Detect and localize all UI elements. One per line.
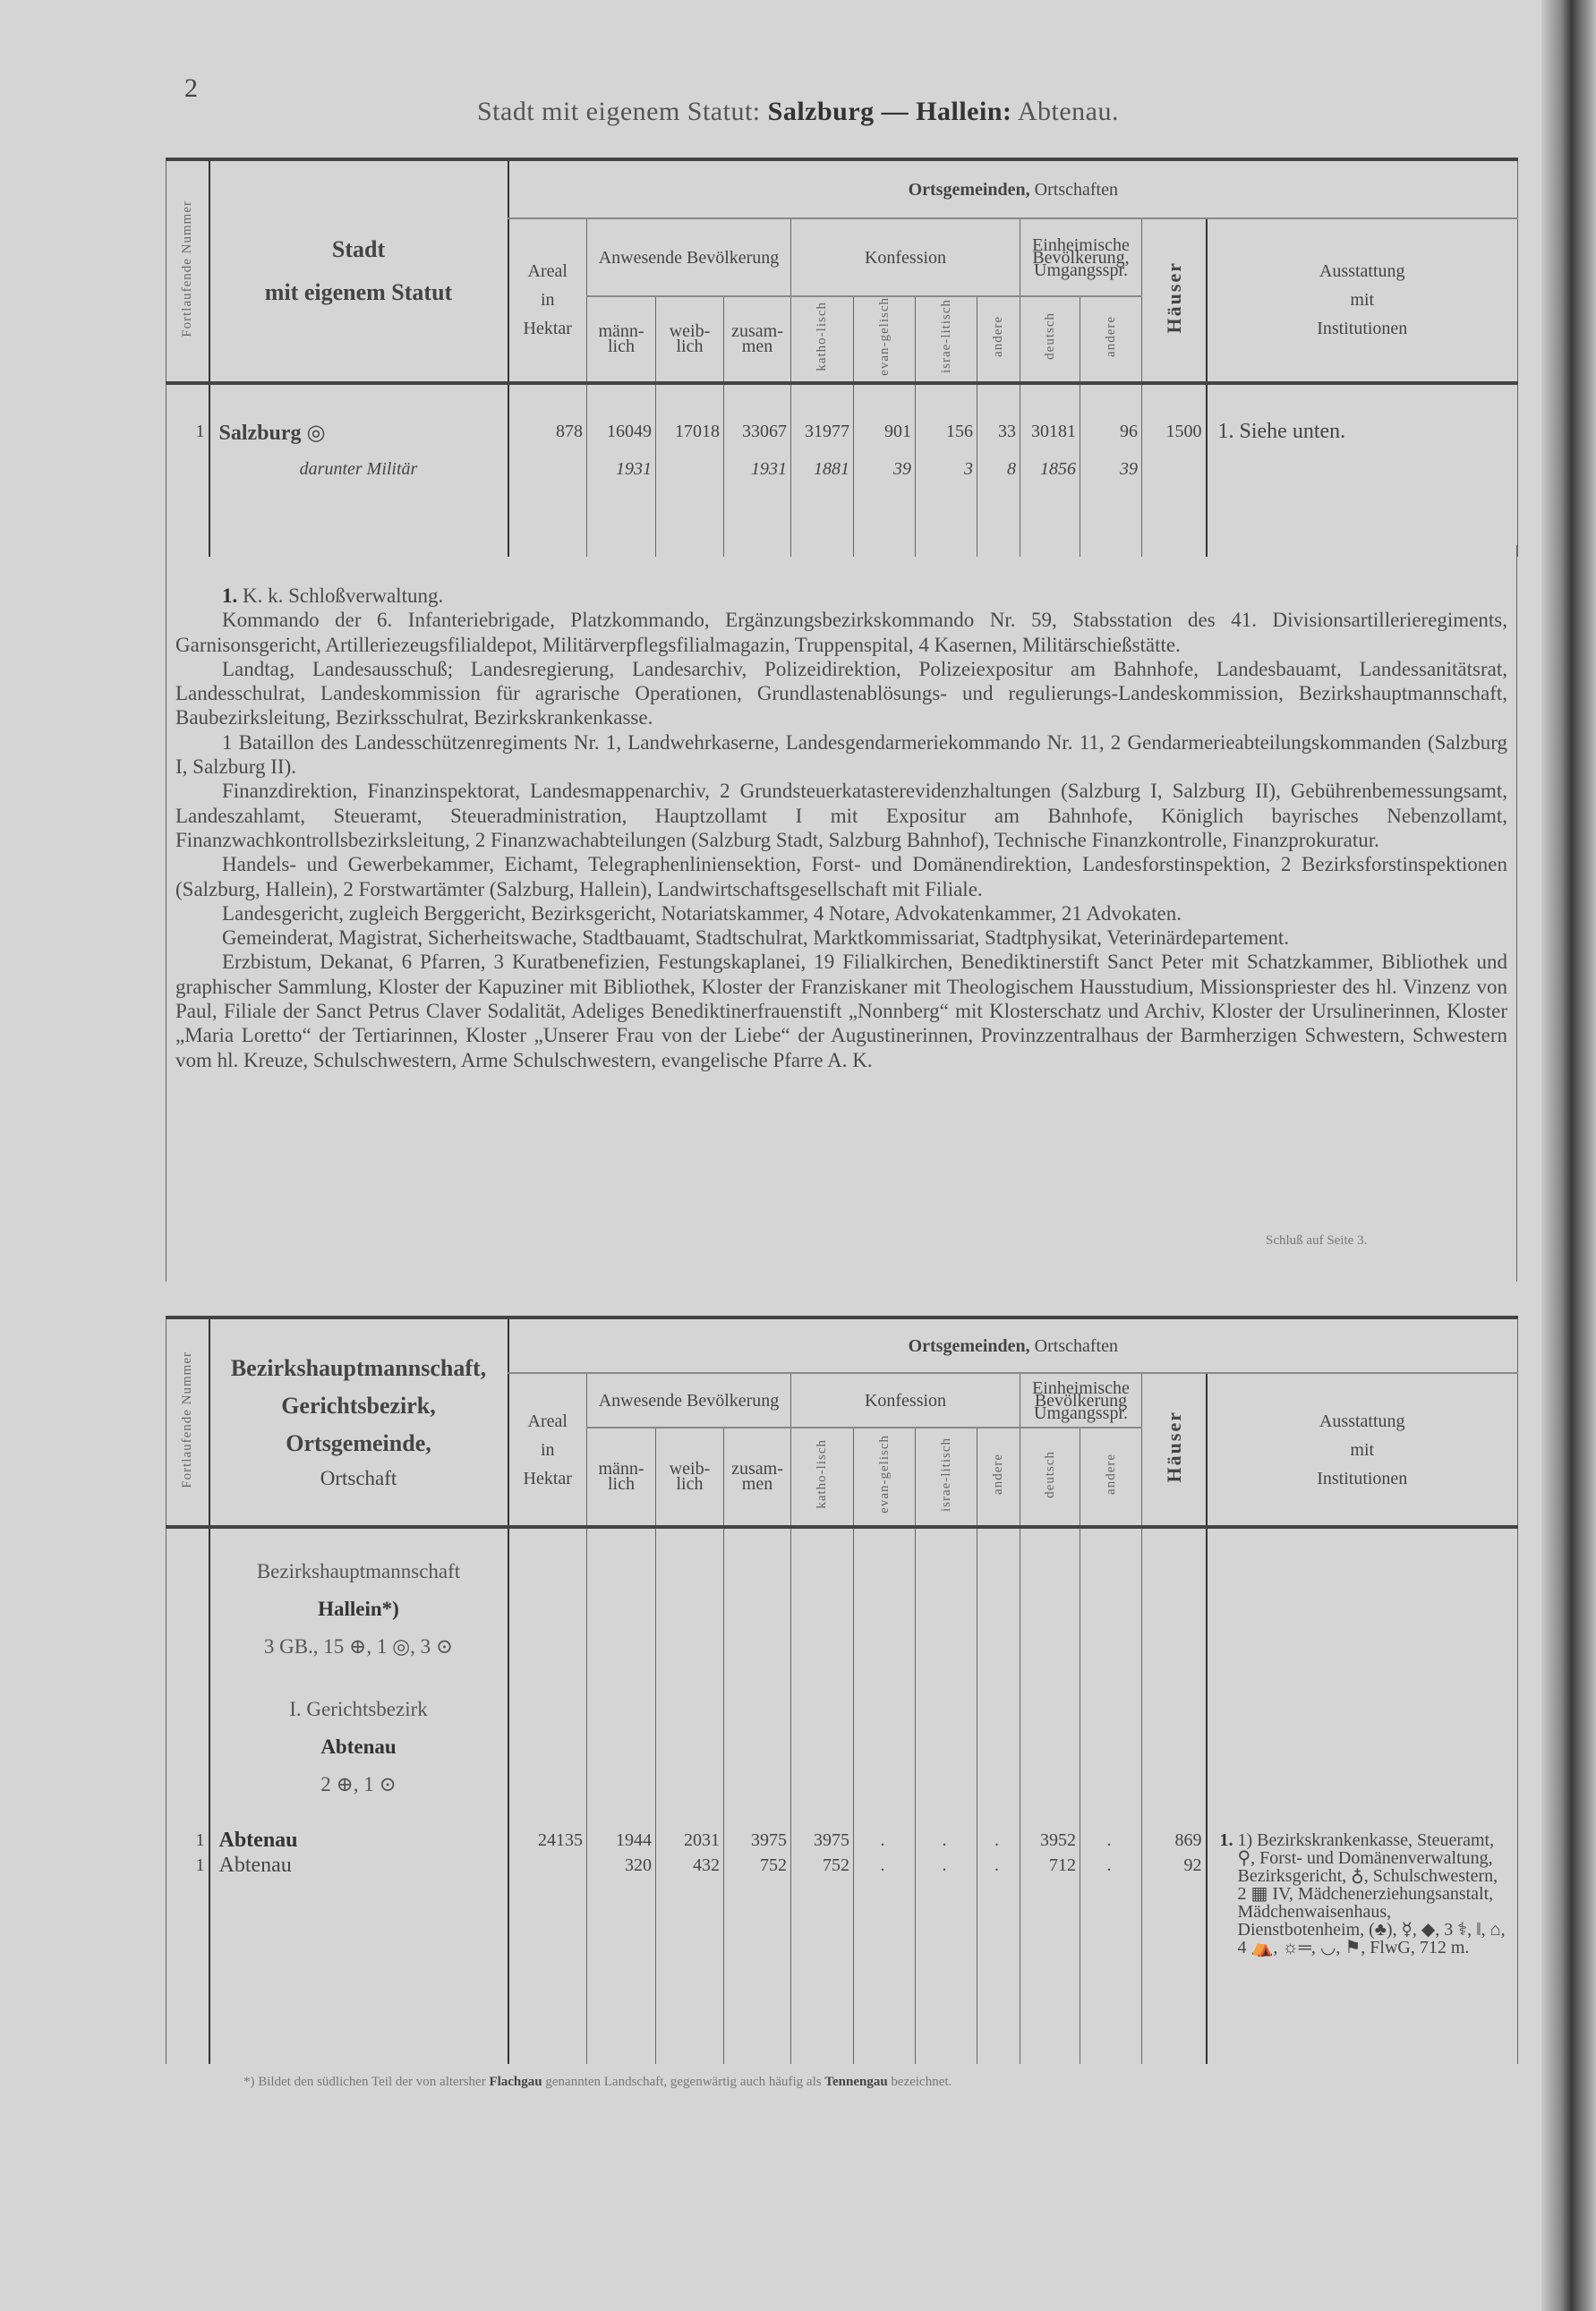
- district-label: Bezirkshauptmannschaft: [256, 1560, 461, 1582]
- title-bold: Salzburg — Hallein:: [767, 97, 1012, 126]
- andere-konfession-value: 33: [977, 414, 1020, 451]
- page-number: 2: [184, 73, 198, 103]
- row-number: 1: [166, 1828, 209, 1853]
- header-haeuser: Häuser: [1142, 1373, 1207, 1527]
- andere-sprache-value: 96: [1080, 414, 1142, 451]
- court-label: I. Gerichtsbezirk: [289, 1698, 428, 1720]
- ausstattung-value: 1. Siehe unten.: [1207, 414, 1518, 451]
- header-haeuser: Häuser: [1142, 218, 1207, 383]
- header-konfession: Konfession: [791, 1373, 1020, 1428]
- notes-paragraph: 1 Bataillon des Landesschützenregiments Nr. 1, Landwehrkaserne, Landesgendarmeriekommando Nr. 11, 2 Gendarmerieabteilungskommanden (Salzburg I, Salzburg II).: [175, 730, 1507, 779]
- footnote: *) Bildet den südlichen Teil der von altersher Flachgau genannten Landschaft, gegenwärtig auch häufig als Tennengau bezeichnet.: [243, 2075, 952, 2089]
- haeuser-value: 92: [1142, 1853, 1207, 1878]
- header-konfession: Konfession: [791, 218, 1020, 296]
- ortsgemeinde-name: Abtenau: [209, 1828, 508, 1853]
- title-suffix: Abtenau.: [1011, 97, 1119, 126]
- evangelisch-value: .: [854, 1853, 916, 1878]
- katholisch-value: 31977: [791, 414, 854, 451]
- zusammen-value: 1931: [724, 451, 791, 489]
- areal-value: 878: [508, 414, 587, 451]
- areal-value: 24135: [508, 1828, 587, 1853]
- maennlich-value: 1931: [587, 451, 656, 489]
- weiblich-value: [656, 451, 724, 489]
- andere-sprache-value: .: [1080, 1853, 1142, 1878]
- weiblich-value: 432: [656, 1853, 724, 1878]
- andere-konfession-value: 8: [977, 451, 1020, 489]
- header-district-name: Bezirkshauptmannschaft, Gerichtsbezirk, Ortsgemeinde, Ortschaft: [209, 1318, 508, 1527]
- header-fortlaufende-nummer: Fortlaufende Nummer: [166, 159, 209, 383]
- city-subrow-label: darunter Militär: [209, 451, 508, 489]
- zusammen-value: 3975: [724, 1828, 791, 1853]
- deutsch-value: 1856: [1020, 451, 1080, 489]
- maennlich-value: 320: [587, 1853, 656, 1878]
- table-row: [166, 451, 1518, 489]
- notes-heading: 1. K. k. Schloßverwaltung.: [222, 584, 444, 607]
- evangelisch-value: 39: [854, 451, 916, 489]
- header-fortlaufende-nummer: Fortlaufende Nummer: [166, 1318, 209, 1527]
- district-name: Hallein*): [318, 1598, 399, 1620]
- israelitisch-value: 3: [916, 451, 977, 489]
- zusammen-value: 752: [724, 1853, 791, 1878]
- district-summary: 3 GB., 15 ⊕, 1 ◎, 3 ⊙: [263, 1635, 454, 1658]
- continued-note: Schluß auf Seite 3.: [1266, 1233, 1368, 1248]
- notes-paragraph: Finanzdirektion, Finanzinspektorat, Landesmappenarchiv, 2 Grundsteuerkatasterevidenzhaltungen (Salzburg I, Salzburg II), Gebührenbemessungsamt, Landeszahlamt, Steueramt, Steueradministration, Hauptzollamt I mit Expositur am Bahnhofe, Königlich bayrisches Nebenzollamt, Finanzwachkontrollsbezirksleitung, 2 Finanzwachabteilungen (Salzburg Stadt, Salzburg Bahnhof), Technische Finanzkontrolle, Finanzprokuratur.: [175, 780, 1507, 851]
- header-evangelisch: evan-gelisch: [854, 296, 916, 383]
- weiblich-value: 17018: [656, 414, 724, 451]
- row-number: [166, 451, 209, 489]
- header-katholisch: katho-lisch: [791, 296, 854, 383]
- andere-sprache-value: 39: [1080, 451, 1142, 489]
- header-ausstattung: Ausstattung mit Institutionen: [1207, 218, 1518, 383]
- notes-paragraph: Kommando der 6. Infanteriebrigade, Platzkommando, Ergänzungsbezirkskommando Nr. 59, Stabsstation des 41. Divisionsartillerieregiments, Garnisonsgericht, Artilleriezeugsfilialdepot, Militärverpflegsfilialmagazin, Truppenspital, 4 Kasernen, Militärschießstätte.: [175, 609, 1507, 656]
- katholisch-value: 1881: [791, 451, 854, 489]
- andere-konfession-value: .: [977, 1828, 1020, 1853]
- header-katholisch: katho-lisch: [791, 1428, 854, 1527]
- header-andere-sprache: andere: [1080, 1428, 1142, 1527]
- weiblich-value: 2031: [656, 1828, 724, 1853]
- header-andere-konfession: andere: [977, 296, 1020, 383]
- israelitisch-value: .: [916, 1853, 977, 1878]
- ortschaft-name: Abtenau: [209, 1853, 508, 1878]
- header-weiblich: weib-lich: [656, 296, 724, 383]
- header-israelitisch: israe-litisch: [916, 296, 977, 383]
- katholisch-value: 3975: [791, 1828, 854, 1853]
- table-row: [166, 1828, 1518, 1853]
- maennlich-value: 16049: [587, 414, 656, 451]
- haeuser-value: 869: [1142, 1828, 1207, 1853]
- maennlich-value: 1944: [587, 1828, 656, 1853]
- city-statistics-table: [166, 158, 1518, 557]
- andere-sprache-value: .: [1080, 1828, 1142, 1853]
- city-name: Salzburg ◎: [209, 414, 508, 451]
- israelitisch-value: 156: [916, 414, 977, 451]
- district-group: [209, 1527, 508, 1828]
- header-areal: Areal in Hektar: [508, 218, 587, 383]
- district-statistics-table: [166, 1316, 1518, 2064]
- israelitisch-value: .: [916, 1828, 977, 1853]
- katholisch-value: 752: [791, 1853, 854, 1878]
- header-andere-sprache: andere: [1080, 296, 1142, 383]
- page-title: [0, 97, 1596, 127]
- header-bevoelkerung: Anwesende Bevölkerung: [587, 218, 791, 296]
- book-binding-edge: [1541, 0, 1596, 2311]
- andere-konfession-value: .: [977, 1853, 1020, 1878]
- haeuser-value: 1500: [1142, 414, 1207, 451]
- header-deutsch: deutsch: [1020, 296, 1080, 383]
- areal-value: [508, 1853, 587, 1878]
- ausstattung-value: [1207, 451, 1518, 489]
- deutsch-value: 712: [1020, 1853, 1080, 1878]
- notes-paragraph: Gemeinderat, Magistrat, Sicherheitswache, Stadtbauamt, Stadtschulrat, Marktkommissariat, Stadtphysikat, Veterinärdepartement.: [222, 926, 1290, 950]
- court-name: Abtenau: [320, 1735, 397, 1758]
- deutsch-value: 3952: [1020, 1828, 1080, 1853]
- evangelisch-value: 901: [854, 414, 916, 451]
- title-prefix: Stadt mit eigenem Statut:: [477, 97, 768, 126]
- deutsch-value: 30181: [1020, 414, 1080, 451]
- notes-paragraph: Erzbistum, Dekanat, 6 Pfarren, 3 Kuratbenefizien, Festungskaplanei, 19 Filialkirchen, Benediktinerstift Sanct Peter mit Schatzkammer, Bibliothek und graphischer Sammlung, Kloster der Kapuziner mit Bibliothek, Kloster der Franziskaner mit Theologischem Hausstudium, Missionspriester des hl. Vinzenz von Paul, Filiale der Sanct Petrus Claver Sodalität, Adeliges Benediktinerfrauenstift „Nonnberg“ mit Klosterschatz und Archiv, Kloster der Ursulinerinnen, Kloster „Maria Loretto“ der Tertiarinnen, Kloster „Unserer Frau von der Liebe“ der Augustinerinnen, Provinzzentralhaus der Barmherzigen Schwestern, Schwestern vom hl. Kreuze, Schulschwestern, Arme Schulschwestern, evangelische Pfarre A. K.: [175, 951, 1507, 1071]
- haeuser-value: [1142, 451, 1207, 489]
- header-zusammen: zusam-men: [724, 296, 791, 383]
- header-ausstattung: Ausstattung mit Institutionen: [1207, 1373, 1518, 1527]
- header-maennlich: männ-lich: [587, 296, 656, 383]
- header-evangelisch: evan-gelisch: [854, 1428, 916, 1527]
- header-andere-konfession: andere: [977, 1428, 1020, 1527]
- notes-paragraph: Landtag, Landesausschuß; Landesregierung, Landesarchiv, Polizeidirektion, Polizeiexpositur am Bahnhofe, Landesbauamt, Landessanitätsrat, Landesschulrat, Landeskommission für agrarische Operationen, Grundlastenablösungs- und regulierungs-Landeskommission, Bezirkshauptmannschaft, Baubezirksleitung, Bezirksschulrat, Bezirkskrankenkasse.: [175, 657, 1507, 729]
- header-umgangssprache: Einheimische Bevölkerung Umgangsspr.: [1020, 1373, 1142, 1428]
- header-maennlich: männ-lich: [587, 1428, 656, 1527]
- row-number: 1: [166, 1853, 209, 1878]
- zusammen-value: 33067: [724, 414, 791, 451]
- row-number: 1: [166, 414, 209, 451]
- table-row: [166, 414, 1518, 451]
- header-umgangssprache: Einheimische Bevölkerung, Umgangsspr.: [1020, 218, 1142, 296]
- areal-value: [508, 451, 587, 489]
- header-deutsch: deutsch: [1020, 1428, 1080, 1527]
- header-weiblich: weib-lich: [656, 1428, 724, 1527]
- court-summary: 2 ⊕, 1 ⊙: [320, 1773, 397, 1795]
- header-ortsgemeinden: Ortsgemeinden, Ortschaften: [508, 159, 1518, 218]
- notes-paragraph: Handels- und Gewerbekammer, Eichamt, Telegraphenliniensektion, Forst- und Domänendirektion, Landesforstinspektion, 2 Bezirksforstinspektionen (Salzburg, Hallein), 2 Forstwartämter (Salzburg, Hallein), Landwirtschaftsgesellschaft mit Filiale.: [175, 853, 1507, 900]
- evangelisch-value: .: [854, 1828, 916, 1853]
- header-ortsgemeinden: Ortsgemeinden, Ortschaften: [508, 1318, 1518, 1373]
- institutions-notes: [175, 584, 1507, 1072]
- header-city-name: Stadt mit eigenem Statut: [209, 159, 508, 383]
- notes-paragraph: Landesgericht, zugleich Berggericht, Bezirksgericht, Notariatskammer, 4 Notare, Advokatenkammer, 21 Advokaten.: [222, 901, 1182, 925]
- header-zusammen: zusam-men: [724, 1428, 791, 1527]
- header-israelitisch: israe-litisch: [916, 1428, 977, 1527]
- ausstattung-value: 1. 1) Bezirkskrankenkasse, Steueramt, ⚲, Forst- und Domänenverwaltung, Bezirksgericht, ♁, Schulschwestern, 2 ▦ IV, Mädchenerziehungsanstalt, Mädchenwaisenhaus, Dienstbotenheim, (♣), ☿, ◆, 3 ⚕, ‖, ⌂, 4 ⛺, ☼═, ◡, ⚑, FlwG, 712 m.: [1207, 1828, 1518, 2064]
- header-areal: Areal in Hektar: [508, 1373, 587, 1527]
- header-bevoelkerung: Anwesende Bevölkerung: [587, 1373, 791, 1428]
